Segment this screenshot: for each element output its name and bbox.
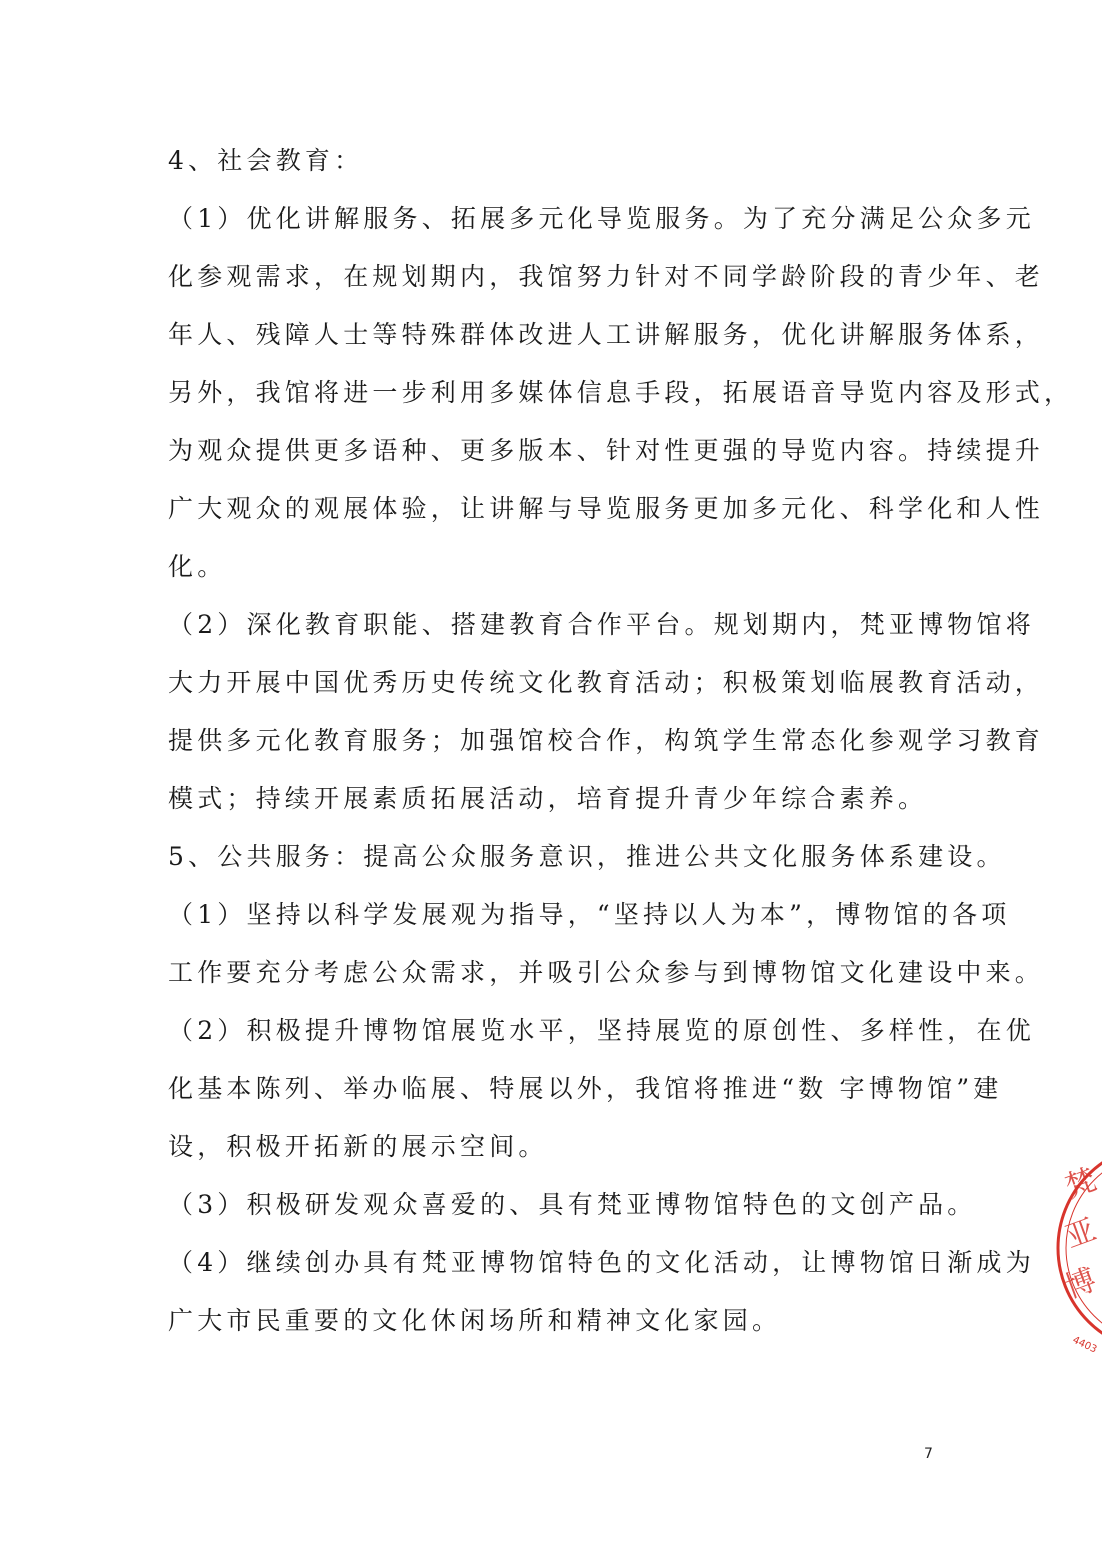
text-line: （1）坚持以科学发展观为指导，“坚持以人为本”，博物馆的各项: [168, 900, 1011, 929]
text-line: 化参观需求，在规划期内，我馆努力针对不同学龄阶段的青少年、老: [168, 262, 1045, 291]
seal-glyph: 博: [1060, 1262, 1101, 1306]
text-line: 为观众提供更多语种、更多版本、针对性更强的导览内容。持续提升: [168, 436, 1045, 465]
official-seal-stamp: [1042, 1128, 1102, 1368]
text-line: （1）优化讲解服务、拓展多元化导览服务。为了充分满足公众多元: [168, 204, 1035, 233]
text-line: 大力开展中国优秀历史传统文化教育活动；积极策划临展教育活动，: [168, 668, 1045, 697]
text-line: （2）积极提升博物馆展览水平，坚持展览的原创性、多样性，在优: [168, 1016, 1035, 1045]
text-line: 广大观众的观展体验，让讲解与导览服务更加多元化、科学化和人性: [168, 494, 1045, 523]
text-line: 另外，我馆将进一步利用多媒体信息手段，拓展语音导览内容及形式，: [168, 378, 1074, 407]
text-line: 化。: [168, 552, 227, 581]
text-line: 5、公共服务：提高公众服务意识，推进公共文化服务体系建设。: [168, 842, 1006, 871]
text-line: 4、社会教育：: [168, 146, 364, 175]
text-line: 年人、残障人士等特殊群体改进人工讲解服务，优化讲解服务体系，: [168, 320, 1045, 349]
text-line: （4）继续创办具有梵亚博物馆特色的文化活动，让博物馆日渐成为: [168, 1248, 1035, 1277]
seal-glyph: 亚: [1060, 1212, 1101, 1256]
page-number: 7: [924, 1446, 933, 1462]
text-line: （3）积极研发观众喜爱的、具有梵亚博物馆特色的文创产品。: [168, 1190, 977, 1219]
text-line: 模式；持续开展素质拓展活动，培育提升青少年综合素养。: [168, 784, 928, 813]
text-line: 化基本陈列、举办临展、特展以外，我馆将推进“数 字博物馆”建: [168, 1074, 1003, 1103]
text-line: 工作要充分考虑公众需求，并吸引公众参与到博物馆文化建设中来。: [168, 958, 1045, 987]
text-line: （2）深化教育职能、搭建教育合作平台。规划期内，梵亚博物馆将: [168, 610, 1035, 639]
text-line: 广大市民重要的文化休闲场所和精神文化家园。: [168, 1306, 782, 1335]
seal-code: 4403: [1070, 1334, 1099, 1356]
seal-glyph: 梵: [1060, 1162, 1101, 1206]
text-line: 提供多元化教育服务；加强馆校合作，构筑学生常态化参观学习教育: [168, 726, 1045, 755]
text-line: 设，积极开拓新的展示空间。: [168, 1132, 548, 1161]
